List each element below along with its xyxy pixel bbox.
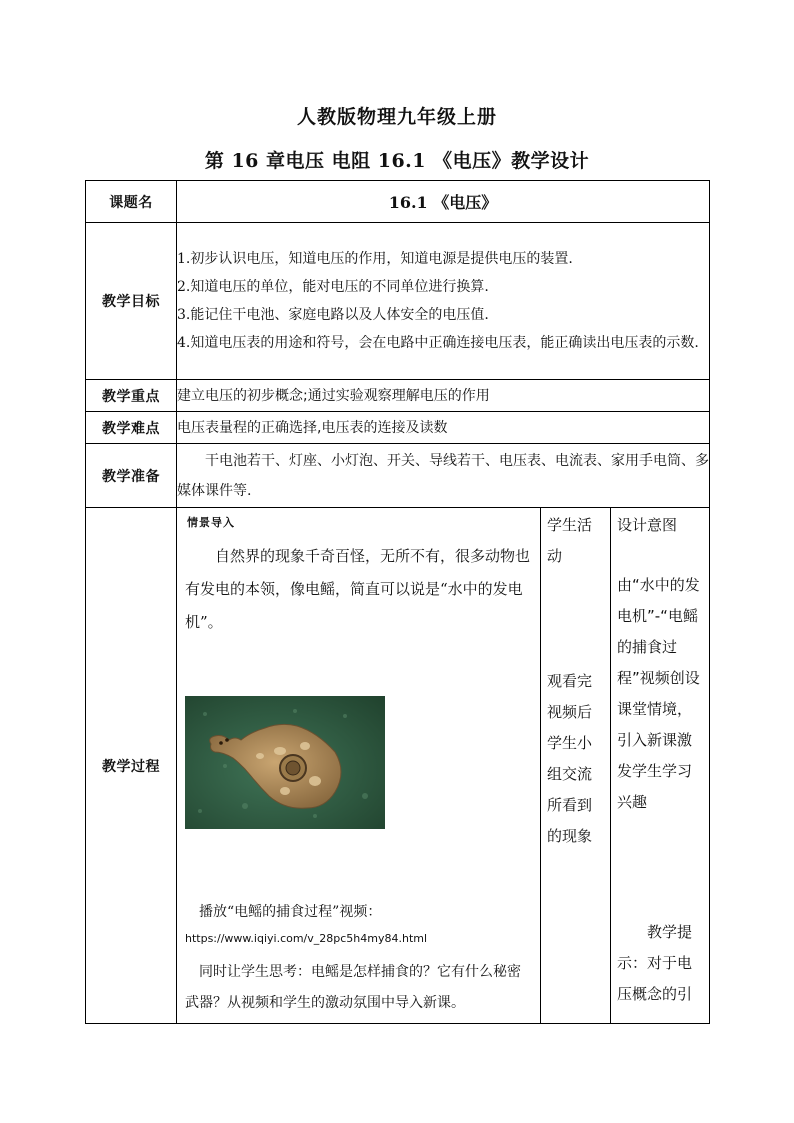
teaching-tip-text: 教学提示：对于电压概念的引 <box>617 923 693 1003</box>
question-paragraph: 同时让学生思考：电鳐是怎样捕食的？它有什么秘密武器？从视频和学生的激动氛围中导入新课。 <box>185 964 521 1011</box>
key-points-label: 教学重点 <box>86 380 177 412</box>
row-preparation <box>86 444 710 508</box>
goal-item: 1.初步认识电压，知道电压的作用，知道电源是提供电压的装置. <box>177 251 573 267</box>
intro-paragraph: 自然界的现象千奇百怪，无所不有，很多动物也有发电的本领，像电鳐，简直可以说是“水中的发电机”。 <box>185 547 531 631</box>
video-url: https://www.iqiyi.com/v_28pc5h4my84.html <box>185 932 428 945</box>
goal-item: 4.知道电压表的用途和符号，会在电路中正确连接电压表，能正确读出电压表的示数. <box>177 335 699 351</box>
row-course <box>86 181 710 223</box>
row-process <box>86 508 710 1024</box>
goal-item: 3.能记住干电池、家庭电路以及人体安全的电压值. <box>177 307 489 323</box>
difficulty-value: 电压表量程的正确选择,电压表的连接及读数 <box>177 412 710 444</box>
course-value: 16.1 《电压》 <box>177 181 710 223</box>
student-activity-text: 观看完视频后学生小组交流所看到的现象 <box>547 672 593 845</box>
design-intent-text: 由“水中的发电机”-“电鳐的捕食过程”视频创设课堂情境，引入新课激发学生学习兴趣 <box>617 576 700 811</box>
document-title: 人教版物理九年级上册 <box>296 106 497 128</box>
student-activity-cell <box>541 508 611 1024</box>
document-subtitle: 第 16 章电压 电阻 16.1 《电压》教学设计 <box>204 150 590 172</box>
goals-label: 教学目标 <box>86 223 177 380</box>
process-main-cell <box>177 508 541 1024</box>
play-video-text: 播放“电鳐的捕食过程”视频： <box>199 904 382 920</box>
key-points-value: 建立电压的初步概念;通过实验观察理解电压的作用 <box>177 380 710 412</box>
lesson-plan-table <box>85 180 710 1024</box>
preparation-value: 干电池若干、灯座、小灯泡、开关、导线若干、电压表、电流表、家用手电筒、多媒体课件等. <box>177 444 710 508</box>
design-intent-header: 设计意图 <box>617 516 678 534</box>
preparation-label: 教学准备 <box>86 444 177 508</box>
row-key-points <box>86 380 710 412</box>
design-intent-cell <box>611 508 710 1024</box>
student-activity-header: 学生活动 <box>547 516 593 565</box>
section-title: 情景导入 <box>187 516 235 529</box>
goal-item: 2.知道电压的单位，能对电压的不同单位进行换算. <box>177 279 489 295</box>
course-label: 课题名 <box>86 181 177 223</box>
row-difficulty <box>86 412 710 444</box>
difficulty-label: 教学难点 <box>86 412 177 444</box>
electric-ray-photo <box>185 696 385 829</box>
goals-cell <box>177 223 710 380</box>
row-goals <box>86 223 710 380</box>
process-label: 教学过程 <box>86 508 177 1024</box>
